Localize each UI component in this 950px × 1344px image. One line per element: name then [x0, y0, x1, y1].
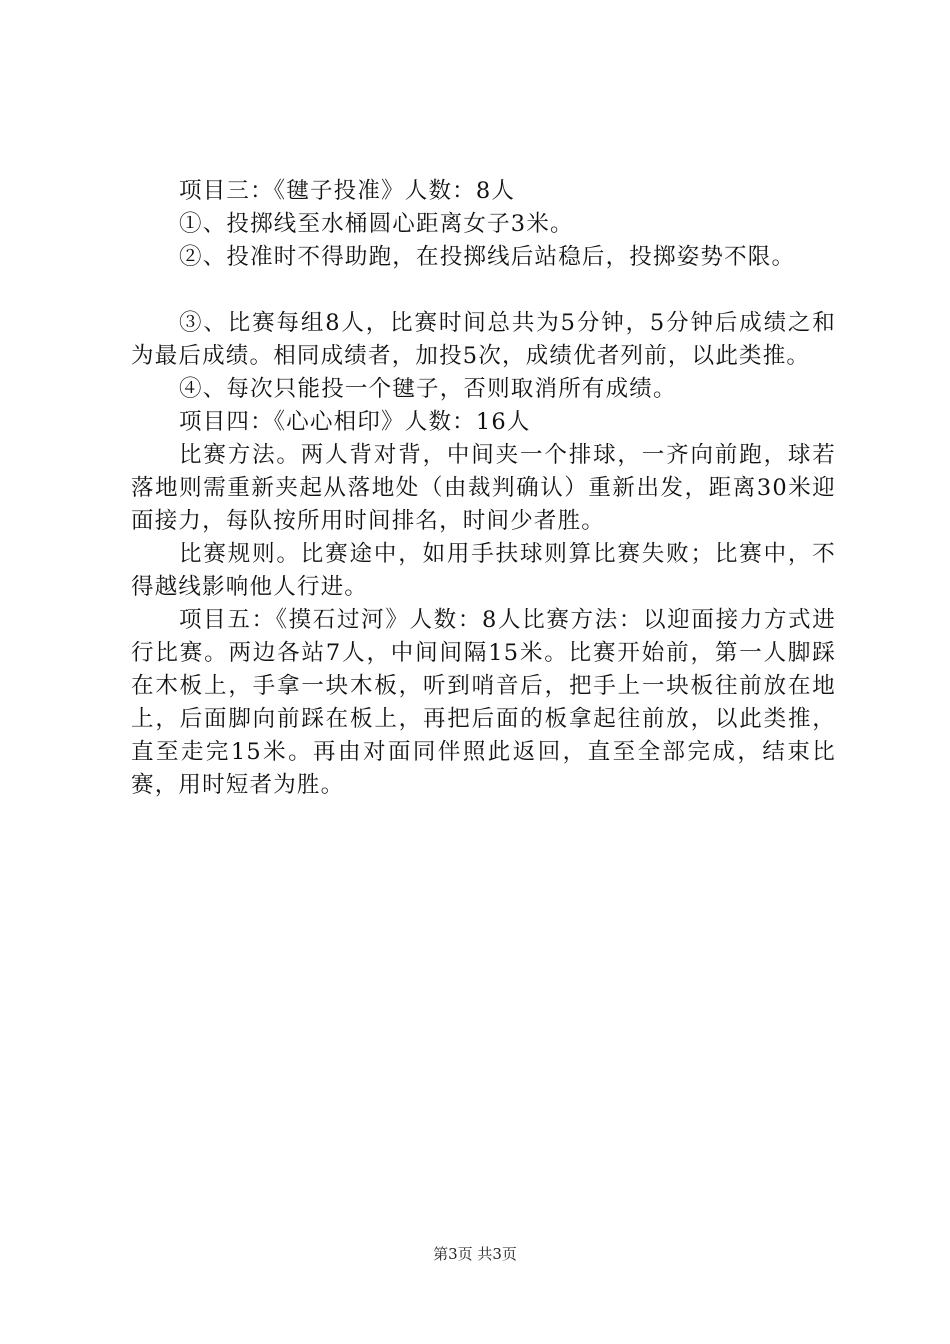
- document-body: [131, 175, 836, 802]
- paragraph-rule-3: ③、比赛每组8人，比赛时间总共为5分钟，5分钟后成绩之和为最后成绩。相同成绩者，加投5次，成绩优者列前，以此类推。: [131, 310, 836, 369]
- paragraph-rule-4: ④、每次只能投一个毽子，否则取消所有成绩。: [179, 376, 677, 402]
- page-footer: 第3页 共3页: [433, 1245, 517, 1263]
- paragraph-competition-method: 比赛方法。两人背对背，中间夹一个排球，一齐向前跑，球若落地则需重新夹起从落地处（由裁判确认）重新出发，距离30米迎面接力，每队按所用时间排名，时间少者胜。: [131, 442, 836, 534]
- paragraph-rule-2: ②、投准时不得助跑，在投掷线后站稳后，投掷姿势不限。: [179, 244, 796, 270]
- paragraph-project-four-title: 项目四：《心心相印》人数：16人: [179, 409, 531, 435]
- paragraph-project-five: 项目五：《摸石过河》人数：8人比赛方法：以迎面接力方式进行比赛。两边各站7人，中间间隔15米。比赛开始前，第一人脚踩在木板上，手拿一块木板，听到哨音后，把手上一块板往前放在地上，后面脚向前踩在板上，再把后面的板拿起往前放，以此类推，直至走完15米。再由对面同伴照此返回，直至全部完成，结束比赛，用时短者为胜。: [131, 607, 836, 798]
- paragraph-competition-rules: 比赛规则。比赛途中，如用手扶球则算比赛失败；比赛中，不得越线影响他人行进。: [131, 541, 836, 600]
- paragraph-project-three-title: 项目三：《毽子投准》人数：8人: [179, 178, 516, 204]
- paragraph-rule-1: ①、投掷线至水桶圆心距离女子3米。: [179, 211, 574, 237]
